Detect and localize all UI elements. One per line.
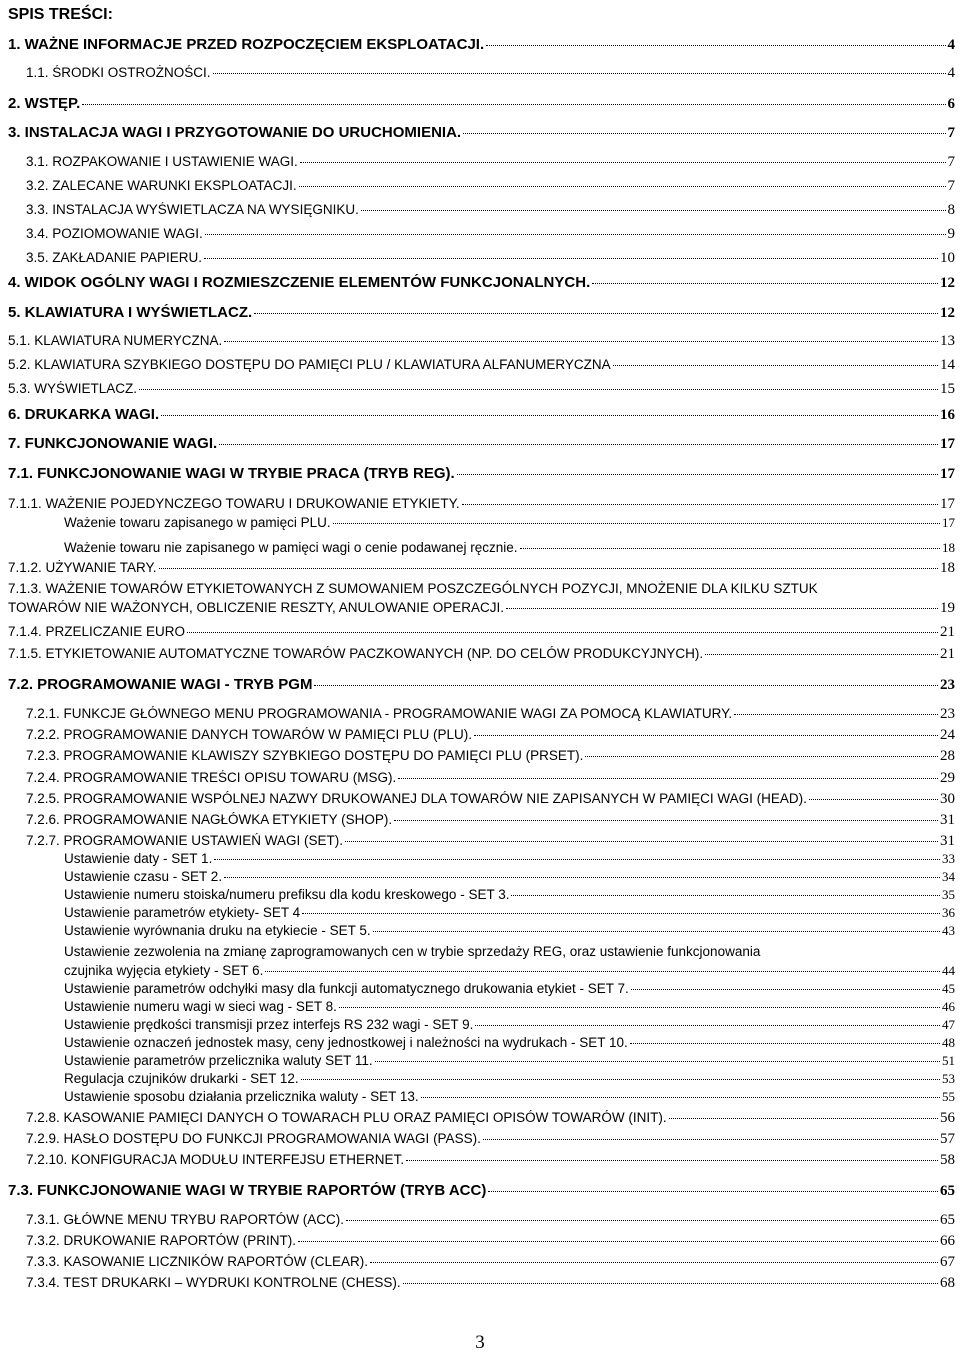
dot-leader [705,654,938,655]
toc-entry[interactable] [64,1017,955,1033]
toc-entry[interactable] [8,624,955,641]
dot-leader [488,1191,938,1192]
toc-entry-title: 7.1. FUNKCJONOWANIE WAGI W TRYBIE PRACA (TRYB REG). [8,465,455,482]
toc-entry-title: Ustawienie numeru stoiska/numeru prefiksu dla kodu kreskowego - SET 3. [64,887,510,902]
toc-entry-title: 2. WSTĘP. [8,95,81,112]
toc-entry-title: Ważenie towaru zapisanego w pamięci PLU. [64,515,331,530]
dot-leader [346,1220,938,1221]
toc-entry-page: 65 [940,1212,955,1228]
dot-leader [339,1007,940,1008]
dot-leader [375,1061,940,1062]
toc-entry-page: 29 [940,770,955,786]
dot-leader [159,568,938,569]
toc-entry-title: 7.3. FUNKCJONOWANIE WAGI W TRYBIE RAPORTÓW (TRYB ACC) [8,1182,487,1199]
toc-entry-page: 19 [940,600,955,616]
toc-entry-title: 3. INSTALACJA WAGI I PRZYGOTOWANIE DO URUCHOMIENIA. [8,124,462,141]
dot-leader [669,1118,938,1119]
toc-entry-title: 3.4. POZIOMOWANIE WAGI. [26,226,203,241]
dot-leader [483,1139,938,1140]
toc-entry[interactable] [8,435,955,453]
dot-leader [394,820,938,821]
toc-entry[interactable] [26,1254,955,1271]
dot-leader [213,73,946,74]
dot-leader [630,1043,940,1044]
toc-entry-title: Regulacja czujników drukarki - SET 12. [64,1071,299,1086]
toc-entry[interactable] [26,727,955,744]
toc-entry-page: 56 [940,1110,955,1126]
toc-entry-page: 7 [947,178,955,194]
dot-leader [224,341,938,342]
toc-entry[interactable] [64,1071,955,1087]
toc-entry-page: 65 [940,1183,955,1199]
toc-entry-title: 7.2.4. PROGRAMOWANIE TREŚCI OPISU TOWARU (MSG). [26,770,397,785]
toc-entry-page: 45 [942,981,955,996]
dot-leader [214,859,940,860]
toc-entry[interactable] [8,1182,955,1200]
dot-leader [204,258,938,259]
dot-leader [298,1241,938,1242]
dot-leader [398,778,938,779]
dot-leader [734,714,938,715]
dot-leader [585,756,938,757]
dot-leader [474,735,938,736]
dot-leader [462,504,938,505]
toc-entry-page: 31 [940,833,955,849]
dot-leader [520,548,940,549]
toc-entry[interactable] [8,357,955,374]
toc-entry[interactable] [64,887,955,903]
dot-leader [475,1025,940,1026]
toc-entry[interactable] [64,905,955,921]
toc-entry-page: 4 [947,37,955,53]
toc-entry-title: 6. DRUKARKA WAGI. [8,406,160,423]
toc-entry-page: 30 [940,791,955,807]
dot-leader [592,283,938,284]
toc-entry-title: 1.1. ŚRODKI OSTROŻNOŚCI. [26,65,211,80]
toc-entry-page: 31 [940,812,955,828]
toc-entry-title: Ustawienie wyrównania druku na etykiecie - SET 5. [64,923,371,938]
toc-entry-page: 66 [940,1233,955,1249]
toc-entry[interactable] [8,304,955,322]
toc-entry-page: 18 [942,540,955,555]
dot-leader [139,389,938,390]
dot-leader [187,632,938,633]
toc-entry-title: Ustawienie parametrów przelicznika waluty SET 11. [64,1053,373,1068]
toc-entry-title: Ustawienie numeru wagi w sieci wag - SET 8. [64,999,337,1014]
toc-entry[interactable] [8,406,955,424]
toc-entry[interactable] [26,770,955,787]
toc-entry-title: 5.1. KLAWIATURA NUMERYCZNA. [8,333,223,348]
dot-leader [224,877,940,878]
toc-entry[interactable] [8,496,955,513]
toc-entry-page: 67 [940,1254,955,1270]
toc-entry-page: 6 [947,96,955,112]
toc-entry[interactable] [26,226,955,243]
dot-leader [457,474,938,475]
dot-leader [299,186,946,187]
toc-entry[interactable] [26,1110,955,1127]
dot-leader [345,841,938,842]
toc-entry-title: 7.2.8. KASOWANIE PAMIĘCI DANYCH O TOWARACH PLU ORAZ PAMIĘCI OPISÓW TOWARÓW (INIT). [26,1110,667,1125]
toc-entry-page: 10 [940,250,955,266]
dot-leader [373,931,940,932]
dot-leader [301,1079,940,1080]
toc-entry-title: 7.3.3. KASOWANIE LICZNIKÓW RAPORTÓW (CLEAR). [26,1254,369,1269]
toc-entry-title: 7.3.2. DRUKOWANIE RAPORTÓW (PRINT). [26,1233,297,1248]
toc-entry-page: 21 [940,624,955,640]
toc-entry-page: 12 [940,275,955,291]
toc-entry[interactable] [26,178,955,195]
toc-entry[interactable] [26,833,955,850]
toc-entry[interactable] [64,923,955,939]
toc-entry[interactable] [8,95,955,113]
dot-leader [370,1262,938,1263]
toc-entry-title: 7.3.1. GŁÓWNE MENU TRYBU RAPORTÓW (ACC). [26,1212,345,1227]
toc-entry[interactable] [26,1275,955,1292]
toc-entry-title: Ustawienie parametrów etykiety- SET 4 [64,905,301,920]
dot-leader [161,415,938,416]
dot-leader [333,523,940,524]
toc-entry-title: Ustawienie oznaczeń jednostek masy, ceny jednostkowej i należności na wydrukach - SET 10. [64,1035,628,1050]
dot-leader [82,104,945,105]
toc-entry[interactable] [26,65,955,82]
toc-entry-page: 8 [947,202,955,218]
toc-entry-title: 7.2.3. PROGRAMOWANIE KLAWISZY SZYBKIEGO DOSTĘPU DO PAMIĘCI PLU (PRSET). [26,748,584,763]
toc-entry-page: 33 [942,851,955,866]
toc-entry[interactable] [26,791,955,808]
toc-entry[interactable] [64,515,955,531]
toc-entry-page: 44 [942,963,955,978]
toc-entry-page: 46 [942,999,955,1014]
toc-entry-title: Ustawienie sposobu działania przelicznika waluty - SET 13. [64,1089,419,1104]
dot-leader [254,313,938,314]
toc-entry-page: 7 [947,154,955,170]
dot-leader [302,913,940,914]
toc-entry-title: 3.2. ZALECANE WARUNKI EKSPLOATACJI. [26,178,297,193]
toc-entry-title: 1. WAŻNE INFORMACJE PRZED ROZPOCZĘCIEM EKSPLOATACJI. [8,36,485,53]
toc-entry-title: Ważenie towaru nie zapisanego w pamięci wagi o cenie podawanej ręcznie. [64,540,518,555]
toc-entry-title: 5. KLAWIATURA I WYŚWIETLACZ. [8,304,253,321]
toc-entry[interactable] [8,381,955,398]
toc-entry[interactable] [26,154,955,171]
toc-entry[interactable] [64,1053,955,1069]
toc-entry[interactable] [26,202,955,219]
dot-leader [205,234,946,235]
toc-entry-page: 55 [942,1089,955,1104]
toc-entry-page: 4 [947,65,955,81]
dot-leader [314,685,938,686]
dot-leader [506,608,938,609]
toc-entry-title: 7.2.2. PROGRAMOWANIE DANYCH TOWARÓW W PAMIĘCI PLU (PLU). [26,727,473,742]
toc-entry[interactable] [8,465,955,483]
toc-entry[interactable] [64,999,955,1015]
dot-leader [265,971,940,972]
dot-leader [486,45,945,46]
toc-entry[interactable] [64,963,955,979]
toc-entry-page: 7 [947,125,955,141]
toc-entry[interactable] [26,706,955,723]
toc-entry-title: 7.2.10. KONFIGURACJA MODUŁU INTERFEJSU ETHERNET. [26,1152,405,1167]
toc-entry-title: 7.1.4. PRZELICZANIE EURO [8,624,186,639]
toc-entry-page: 16 [940,407,955,423]
toc-entry-title: 7.2.9. HASŁO DOSTĘPU DO FUNKCJI PROGRAMOWANIA WAGI (PASS). [26,1131,481,1146]
toc-entry-title: Ustawienie parametrów odchyłki masy dla funkcji automatycznego drukowania etykiet - SET 7. [64,981,629,996]
toc-entry-title: 5.2. KLAWIATURA SZYBKIEGO DOSTĘPU DO PAMIĘCI PLU / KLAWIATURA ALFANUMERYCZNA [8,357,611,372]
toc-entry[interactable] [26,1233,955,1250]
toc-entry-page: 51 [942,1053,955,1068]
toc-entry-page: 53 [942,1071,955,1086]
toc-entry-page: 57 [940,1131,955,1147]
toc-entry-title: 7.2.5. PROGRAMOWANIE WSPÓLNEJ NAZWY DRUKOWANEJ DLA TOWARÓW NIE ZAPISANYCH W PAMIĘCI WAGI (HEAD). [26,791,807,806]
dot-leader [219,444,938,445]
toc-entry-page: 18 [940,560,955,576]
dot-leader [361,210,946,211]
toc-entry-page: 21 [940,646,955,662]
toc-entry-page: 28 [940,748,955,764]
toc-entry-title: Ustawienie czasu - SET 2. [64,869,223,884]
toc-entry[interactable] [64,1089,955,1105]
toc-entry-page: 17 [940,496,955,512]
toc-entry-title: TOWARÓW NIE WAŻONYCH, OBLICZENIE RESZTY, ANULOWANIE OPERACJI. [8,600,505,615]
toc-entry-title: 7. FUNKCJONOWANIE WAGI. [8,435,218,452]
toc-entry-title: Ustawienie prędkości transmisji przez interfejs RS 232 wagi - SET 9. [64,1017,474,1032]
toc-entry-title: 7.1.1. WAŻENIE POJEDYNCZEGO TOWARU I DRUKOWANIE ETYKIETY. [8,496,460,511]
toc-entry-title: 7.1.2. UŻYWANIE TARY. [8,560,157,575]
toc-entry-title: 7.3.4. TEST DRUKARKI – WYDRUKI KONTROLNE (CHESS). [26,1275,401,1290]
toc-entry[interactable] [8,333,955,350]
dot-leader [809,799,938,800]
toc-heading: SPIS TREŚCI: [8,6,113,23]
toc-entry[interactable] [64,981,955,997]
toc-entry-page: 23 [940,706,955,722]
toc-entry-page: 9 [947,226,955,242]
toc-entry[interactable] [8,560,955,577]
toc-entry[interactable] [8,274,955,292]
toc-entry-page: 17 [940,466,955,482]
toc-entry[interactable] [64,851,955,867]
toc-entry[interactable] [26,1212,955,1229]
dot-leader [421,1097,940,1098]
dot-leader [463,133,945,134]
toc-entry-page: 68 [940,1275,955,1291]
toc-entry[interactable] [26,812,955,829]
toc-entry-title: 5.3. WYŚWIETLACZ. [8,381,138,396]
toc-entry-first-line: Ustawienie zezwolenia na zmianę zaprogramowanych cen w trybie sprzedaży REG, oraz ustawienie funkcjonowania [64,944,761,959]
toc-entry-title: 3.1. ROZPAKOWANIE I USTAWIENIE WAGI. [26,154,298,169]
toc-entry-page: 17 [942,515,955,530]
toc-entry-page: 17 [940,436,955,452]
toc-entry-title: 7.2.7. PROGRAMOWANIE USTAWIEŃ WAGI (SET). [26,833,344,848]
toc-entry-page: 47 [942,1017,955,1032]
toc-entry-title: 7.1.5. ETYKIETOWANIE AUTOMATYCZNE TOWARÓW PACZKOWANYCH (NP. DO CELÓW PRODUKCYJNYCH). [8,646,704,661]
toc-entry[interactable] [8,124,955,142]
dot-leader [631,989,940,990]
dot-leader [613,365,938,366]
toc-entry-page: 58 [940,1152,955,1168]
toc-entry[interactable] [8,36,955,54]
toc-entry-page: 23 [940,677,955,693]
toc-entry-page: 48 [942,1035,955,1050]
toc-entry-first-line: 7.1.3. WAŻENIE TOWARÓW ETYKIETOWANYCH Z SUMOWANIEM POSZCZEGÓLNYCH POZYCJI, MNOŻENIE DLA KILKU SZTUK [8,581,818,596]
toc-entry[interactable] [64,540,955,556]
toc-entry[interactable] [8,646,955,663]
toc-entry[interactable] [64,869,955,885]
toc-entry-title: 4. WIDOK OGÓLNY WAGI I ROZMIESZCZENIE ELEMENTÓW FUNKCJONALNYCH. [8,274,591,291]
toc-entry-title: czujnika wyjęcia etykiety - SET 6. [64,963,264,978]
toc-entry[interactable] [26,748,955,765]
toc-entry-page: 35 [942,887,955,902]
toc-entry-page: 36 [942,905,955,920]
toc-entry-page: 13 [940,333,955,349]
toc-entry-page: 15 [940,381,955,397]
dot-leader [406,1160,938,1161]
dot-leader [403,1283,938,1284]
toc-entry-title: 3.5. ZAKŁADANIE PAPIERU. [26,250,203,265]
toc-entry-title: 7.2.6. PROGRAMOWANIE NAGŁÓWKA ETYKIETY (SHOP). [26,812,393,827]
toc-entry-page: 24 [940,727,955,743]
dot-leader [300,162,946,163]
dot-leader [511,895,940,896]
toc-entry-title: Ustawienie daty - SET 1. [64,851,213,866]
toc-entry-page: 34 [942,869,955,884]
toc-entry-title: 3.3. INSTALACJA WYŚWIETLACZA NA WYSIĘGNIKU. [26,202,359,217]
toc-entry[interactable] [8,676,955,694]
toc-entry-title: 7.2. PROGRAMOWANIE WAGI - TRYB PGM [8,676,313,693]
toc-entry-page: 43 [942,923,955,938]
toc-entry[interactable] [64,1035,955,1051]
toc-entry[interactable] [26,1152,955,1169]
toc-entry-page: 12 [940,305,955,321]
toc-entry[interactable] [8,600,955,617]
toc-entry[interactable] [26,250,955,267]
toc-entry-title: 7.2.1. FUNKCJE GŁÓWNEGO MENU PROGRAMOWANIA - PROGRAMOWANIE WAGI ZA POMOCĄ KLAWIATURY. [26,706,733,721]
toc-entry-page: 14 [940,357,955,373]
page-number: 3 [475,1332,485,1353]
toc-entry[interactable] [26,1131,955,1148]
